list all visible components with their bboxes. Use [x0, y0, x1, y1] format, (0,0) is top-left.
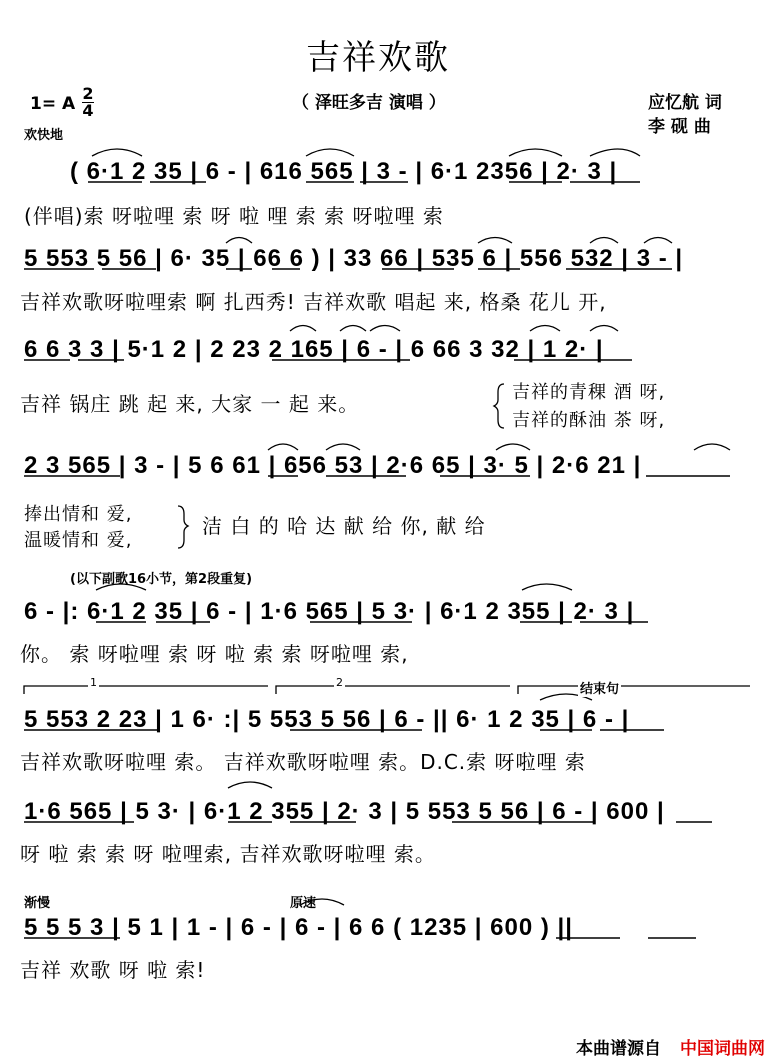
melody-line-3: 6 6 3 3 | 5·1 2 | 2 23 2 165 | 6 - | 6 66 3 32 | 1 2· | — [24, 336, 604, 363]
repeat-note: (以下副歌16小节，第2段重复) — [70, 572, 253, 587]
a-tempo-marking: 原速 — [290, 896, 317, 911]
lyric-line-3: 吉祥 锅庄 跳 起 来, 大家 一 起 来。 — [20, 392, 360, 416]
time-signature-top: 2 — [82, 84, 94, 103]
lyric-line-4b: 温暖情和 爱, — [24, 530, 133, 551]
melody-line-8: 5 5 5 3 | 5 1 | 1 - | 6 - | 6 - | 6 6 ( 1235 | 600 ) || — [24, 914, 573, 941]
melody-line-5: 6 - |: 6·1 2 35 | 6 - | 1·6 565 | 5 3· | 6·1 2 355 | 2· 3 | — [24, 598, 635, 625]
volta-2-label: 2 — [336, 676, 343, 689]
lyricist-credit: 应忆航 词 — [648, 93, 722, 113]
time-signature — [82, 86, 94, 119]
lyric-line-3b: 吉祥的酥油 茶 呀, — [512, 410, 666, 431]
key-signature: 1= A — [30, 94, 76, 114]
melody-line-7: 1·6 565 | 5 3· | 6·1 2 355 | 2· 3 | 5 553 5 56 | 6 - | 600 | — [24, 798, 665, 825]
lyric-line-6: 吉祥欢歌呀啦哩 索。 吉祥欢歌呀啦哩 索。D.C.索 呀啦哩 索 — [20, 750, 586, 774]
melody-line-1: ( 6·1 2 35 | 6 - | 616 565 | 3 - | 6·1 2356 | 2· 3 | — [70, 158, 618, 185]
lyric-line-2: 吉祥欢歌呀啦哩索 啊 扎西秀! 吉祥欢歌 唱起 来, 格桑 花儿 开, — [20, 290, 607, 314]
ending-label: 结束句 — [578, 678, 621, 697]
lyric-line-4: 洁 白 的 哈 达 献 给 你, 献 给 — [202, 514, 486, 538]
lyric-line-1: (伴唱)索 呀啦哩 索 呀 啦 哩 索 索 呀啦哩 索 — [24, 204, 444, 228]
source-label: 本曲谱源自 — [576, 1039, 661, 1059]
melody-line-2: 5 553 5 56 | 6· 35 | 66 6 ) | 33 66 | 535 6 | 556 532 | 3 - | — [24, 245, 684, 272]
lyric-line-3a: 吉祥的青稞 酒 呀, — [512, 382, 666, 403]
tempo-marking: 欢快地 — [24, 128, 64, 143]
time-signature-bottom: 4 — [82, 101, 94, 120]
singer-credit: （ 泽旺多吉 演唱 ） — [292, 93, 446, 113]
volta-1-label: 1 — [90, 676, 97, 689]
lyric-line-5: 你。 索 呀啦哩 索 呀 啦 索 索 呀啦哩 索, — [20, 642, 409, 666]
site-link[interactable]: 中国词曲网 — [680, 1039, 765, 1059]
song-title: 吉祥欢歌 — [306, 38, 450, 78]
slow-marking: 渐慢 — [24, 896, 51, 911]
melody-line-6: 5 553 2 23 | 1 6· :| 5 553 5 56 | 6 - || 6· 1 2 35 | 6 - | — [24, 706, 630, 733]
melody-line-4: 2 3 565 | 3 - | 5 6 61 | 656 53 | 2·6 65 | 3· 5 | 2·6 21 | — [24, 452, 642, 479]
lyric-line-7: 呀 啦 索 索 呀 啦哩索, 吉祥欢歌呀啦哩 索。 — [20, 842, 436, 866]
composer-credit: 李 砚 曲 — [648, 117, 711, 137]
lyric-line-8: 吉祥 欢歌 呀 啦 索! — [20, 958, 206, 982]
lyric-line-4a: 捧出情和 爱, — [24, 504, 133, 525]
